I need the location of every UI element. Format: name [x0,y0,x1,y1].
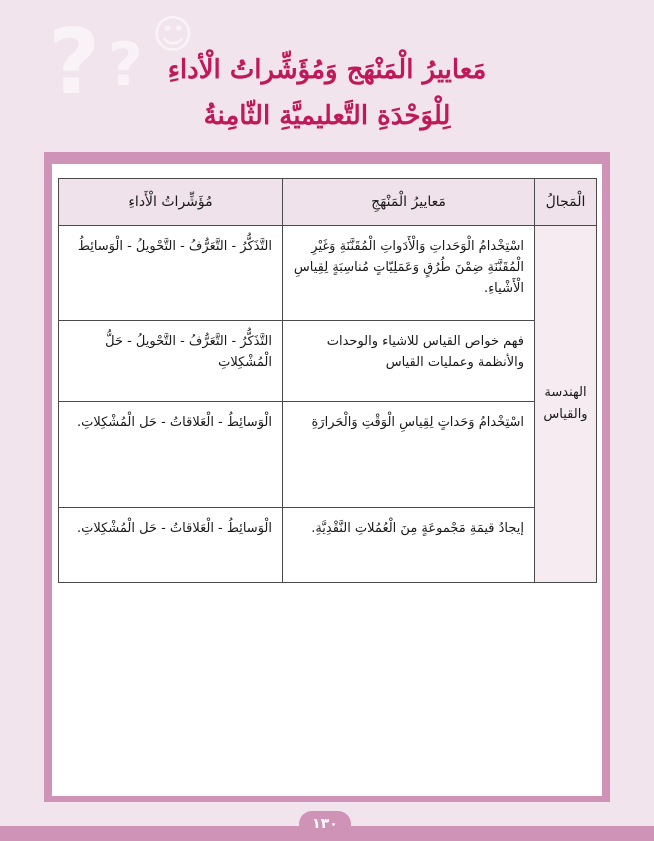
standard-cell: اسْتِخْدامُ وَحَداتٍ لِقِياسِ الْوَقْتِ وَالْحَرارَةِ [283,402,535,508]
background-question-mark-decoration: ? [108,30,143,100]
background-question-mark-decoration: ? [48,10,101,115]
domain-cell [535,226,597,583]
table-row [59,402,597,508]
page-number: ١٣٠ [299,811,351,837]
indicator-cell: الْوَسائِطُ - الْعَلاقاتُ - حَل الْمُشْكِلاتِ. [59,402,283,508]
domain-value: الهندسة والقياس [543,385,588,422]
table-header-row [59,179,597,226]
table-row [59,508,597,583]
indicator-cell: التَّذَكُّرُ - التَّعَرُّفُ - التَّحْويلُ - الْوَسائِطُ [59,226,283,321]
standards-table [58,178,597,583]
indicator-cell: الْوَسائِطُ - الْعَلاقاتُ - حَل الْمُشْكِلاتِ. [59,508,283,583]
page-title-line-1: مَعاييرُ الْمَنْهَج وَمُؤَشِّراتُ الْأداءِ [167,55,487,85]
header-domain: الْمَجالُ [535,179,597,226]
table-row [59,321,597,402]
header-standards: مَعاييرُ الْمَنْهَجِ [283,179,535,226]
standard-cell: إيجادُ قيمَةِ مَجْموعَةٍ مِنَ الْعُمُلاتِ النَّقْدِيَّةِ. [283,508,535,583]
indicator-cell: التَّذَكُّرُ - التَّعَرُّفُ - التَّحْويلُ - حَلُّ الْمُشْكِلاتِ [59,321,283,402]
page-title-line-2: لِلْوَحْدَةِ التَّعليميَّةِ الثّامِنةُ [203,101,451,131]
header-indicators: مُؤَشِّراتُ الْأَداءِ [59,179,283,226]
standard-cell: فهم خواص القياس للاشياء والوحدات والأنظمة وعمليات القياس [283,321,535,402]
background-smiley-decoration: ☺ [152,12,194,58]
table-row [59,226,597,321]
standard-cell: اسْتِخْدامُ الْوَحَداتِ وَالْأَدَواتِ الْمُقَنَّنَةِ وَغَيْرِ الْمُقَنَّنَةِ ضِمْنَ طُرُقٍ وَعَمَلِيّاتٍ مُناسِبَةٍ لِقِياسِ الْأَشْياءِ. [283,226,535,321]
